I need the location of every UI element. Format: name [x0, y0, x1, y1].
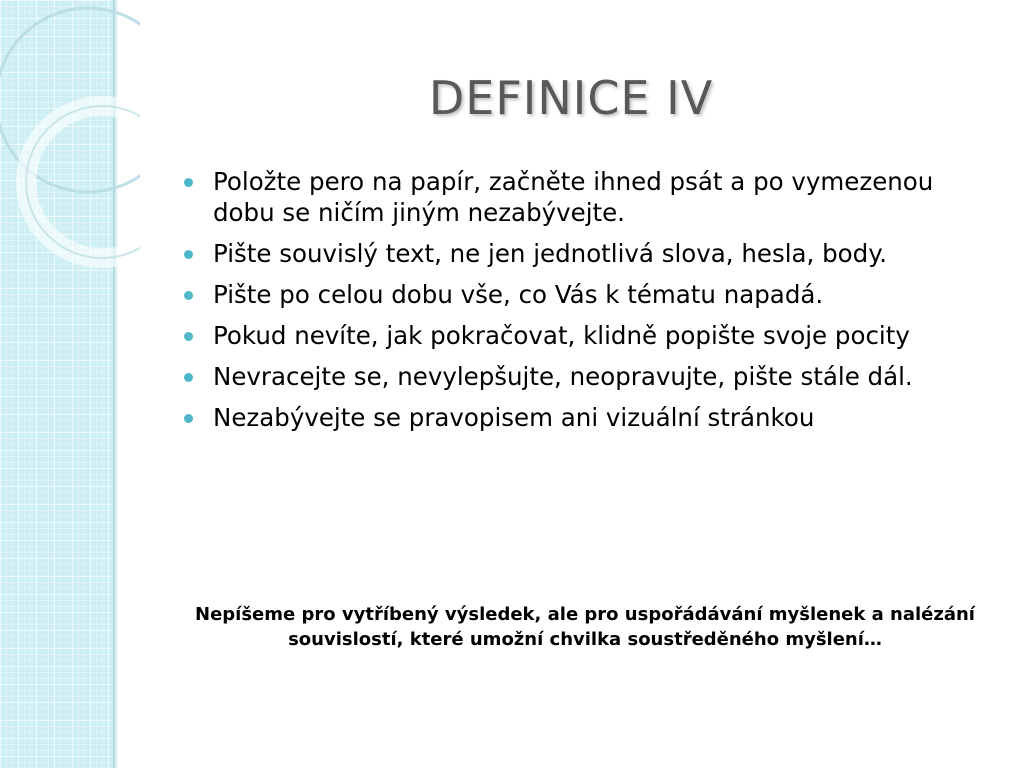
list-item — [180, 166, 980, 228]
bullet-text: Pište souvislý text, ne jen jednotlivá slova, hesla, body. — [213, 239, 888, 268]
bullet-list — [180, 166, 980, 443]
slide-title: DEFINICE IV — [428, 71, 714, 125]
bullet-icon — [184, 291, 193, 300]
bullet-text: Nezabývejte se pravopisem ani vizuální stránkou — [213, 403, 815, 432]
closing-note: Nepíšeme pro vytříbený výsledek, ale pro uspořádávání myšlenek a nalézání souvislostí, které umožní chvilka soustředěného myšlení… — [195, 604, 975, 650]
bullet-icon — [184, 414, 193, 423]
list-item — [180, 238, 980, 269]
bullet-icon — [184, 373, 193, 382]
bullet-text: Pište po celou dobu vše, co Vás k tématu napadá. — [213, 280, 824, 309]
bullet-text: Nevracejte se, nevylepšujte, neopravujte, pište stále dál. — [213, 362, 913, 391]
bullet-text: Pokud nevíte, jak pokračovat, klidně popište svoje pocity — [213, 321, 910, 350]
bullet-text: Položte pero na papír, začněte ihned psát a po vymezenou dobu se ničím jiným nezabývejte. — [213, 167, 934, 227]
list-item — [180, 320, 980, 351]
list-item — [180, 279, 980, 310]
bullet-icon — [184, 332, 193, 341]
list-item — [180, 361, 980, 392]
bullet-icon — [184, 250, 193, 259]
bullet-icon — [184, 178, 193, 187]
decorative-circles — [0, 0, 140, 320]
list-item — [180, 402, 980, 433]
